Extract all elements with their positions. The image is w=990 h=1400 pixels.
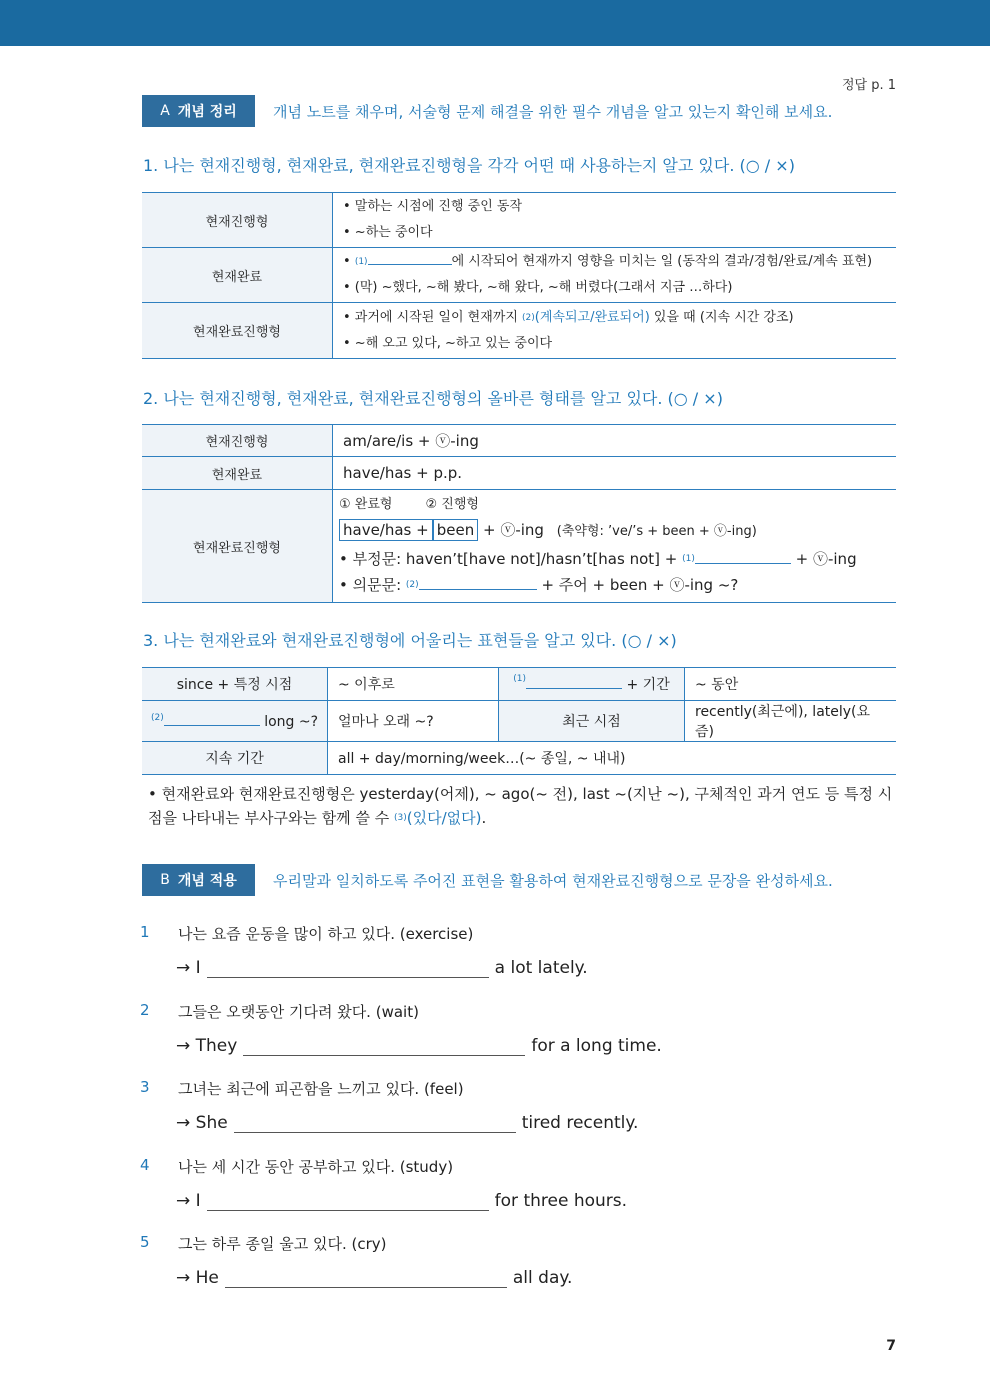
answer-line <box>176 955 588 978</box>
bullet: • <box>343 254 351 269</box>
answer-line <box>176 1188 627 1211</box>
answer-input[interactable] <box>207 1188 489 1211</box>
answer-subject: → I <box>176 958 201 978</box>
section-a-letter: A <box>160 103 170 119</box>
answer-line <box>176 1033 662 1056</box>
section-a-badge <box>142 95 255 127</box>
answer-subject: → I <box>176 1191 201 1211</box>
answer-subject: → They <box>176 1036 238 1056</box>
meaning-cell: ~ 이후로 <box>328 668 499 701</box>
answer-blank[interactable] <box>164 713 260 726</box>
section-b-title: 개념 적용 <box>177 873 237 889</box>
row-value <box>333 490 897 603</box>
item-prompt: 그들은 오랫동안 기다려 왔다. (wait) <box>178 1003 419 1021</box>
answer-tail: for a long time. <box>531 1036 662 1056</box>
form-box-been: been <box>433 519 479 541</box>
blank-number: (1) <box>513 674 527 684</box>
expr-cell: 지속 기간 <box>142 742 328 775</box>
row-label: 현재완료 <box>142 248 333 303</box>
item-number: 2 <box>140 1001 150 1019</box>
q3-title: 3. 나는 현재완료와 현재완료진행형에 어울리는 표현들을 알고 있다. (○ / ×) <box>143 631 677 650</box>
expr-tail: + 기간 <box>626 677 670 693</box>
row-value: am/are/is + ⓥ-ing <box>333 425 897 457</box>
meaning-cell: all + day/morning/week…(~ 종일, ~ 내내) <box>328 742 897 775</box>
top-banner <box>0 0 990 46</box>
expr-tail: long ~? <box>264 713 319 730</box>
answer-subject: → She <box>176 1113 228 1133</box>
section-a-description: 개념 노트를 채우며, 서술형 문제 해결을 위한 필수 개념을 알고 있는지 확인해 보세요. <box>273 102 833 121</box>
question-tail: + 주어 + been + ⓥ-ing ~? <box>541 576 739 594</box>
line-text: 있을 때 (지속 시간 강조) <box>649 309 794 325</box>
answer-tail: for three hours. <box>494 1191 628 1211</box>
answer-line <box>176 1265 572 1288</box>
item-number: 4 <box>140 1156 150 1174</box>
choice-text[interactable]: (있다/없다) <box>406 809 482 827</box>
row-value: have/has + p.p. <box>333 457 897 490</box>
blank-number: (2) <box>522 312 535 323</box>
line <box>343 249 886 275</box>
section-b-description: 우리말과 일치하도록 주어진 표현을 활용하여 현재완료진행형으로 문장을 완성하세요. <box>273 871 833 890</box>
answer-blank[interactable] <box>695 551 791 564</box>
section-b-badge <box>142 864 255 896</box>
item-prompt: 그녀는 최근에 피곤함을 느끼고 있다. (feel) <box>178 1080 464 1098</box>
section-a-title: 개념 정리 <box>177 104 237 120</box>
row-value <box>333 193 897 248</box>
section-b-letter: B <box>160 872 170 888</box>
row-label: 현재진행형 <box>142 193 333 248</box>
abbreviation: (축약형: ’ve/’s + been + ⓥ-ing) <box>556 524 757 539</box>
answer-input[interactable] <box>207 955 489 978</box>
line: • 말하는 시점에 진행 중인 동작 <box>343 199 523 214</box>
blank-number: (2) <box>150 712 164 723</box>
answer-input[interactable] <box>234 1110 516 1133</box>
table-row <box>142 425 896 457</box>
line: • ~해 오고 있다, ~하고 있는 중이다 <box>343 335 553 351</box>
table-row <box>142 457 896 490</box>
q2-table <box>142 424 896 603</box>
q3-table <box>142 667 896 775</box>
section-b-header <box>142 864 833 896</box>
item-prompt: 나는 세 시간 동안 공부하고 있다. (study) <box>178 1158 454 1176</box>
table-row <box>142 701 896 742</box>
blank-number: (1) <box>682 554 695 564</box>
answer-blank[interactable] <box>526 676 622 689</box>
row-value <box>333 248 897 303</box>
row-label: 현재진행형 <box>142 425 333 457</box>
blank-number: (1) <box>354 257 368 267</box>
negative-text: • 부정문: haven’t[have not]/hasn’t[has not] + <box>339 550 678 568</box>
item-prompt: 나는 요즘 운동을 많이 하고 있다. (exercise) <box>178 925 474 943</box>
answer-subject: → He <box>176 1268 219 1288</box>
row-label: 현재완료진행형 <box>142 490 333 603</box>
line: • (막) ~했다, ~해 봤다, ~해 왔다, ~해 버렸다(그래서 지금 …하다) <box>343 280 733 295</box>
expr-cell <box>142 701 328 742</box>
item-number: 3 <box>140 1078 150 1096</box>
usage-note <box>148 782 898 830</box>
section-a-header <box>142 95 832 127</box>
row-label: 현재완료진행형 <box>142 303 333 359</box>
note-end: . <box>481 809 487 827</box>
table-row <box>142 490 896 603</box>
answer-input[interactable] <box>243 1033 525 1056</box>
form-box-have: have/has + <box>339 519 433 541</box>
table-row <box>142 668 896 701</box>
answer-tail: tired recently. <box>521 1113 639 1133</box>
answer-blank[interactable] <box>419 577 537 590</box>
question-line <box>339 572 890 598</box>
answer-blank[interactable] <box>368 252 452 265</box>
form-after: + ⓥ-ing <box>483 521 544 539</box>
blank-number: (2) <box>405 580 419 590</box>
page-number: 7 <box>886 1338 896 1354</box>
answer-reference: 정답 p. 1 <box>841 78 896 93</box>
item-number: 5 <box>140 1233 150 1251</box>
row-label: 현재완료 <box>142 457 333 490</box>
table-row <box>142 742 896 775</box>
item-number: 1 <box>140 923 150 941</box>
q1-title: 1. 나는 현재진행형, 현재완료, 현재완료진행형을 각각 어떤 때 사용하는지 알고 있다. (○ / ×) <box>143 156 795 175</box>
q1-table <box>142 192 896 359</box>
form-line <box>339 516 890 546</box>
line <box>343 305 886 331</box>
meaning-cell: ~ 동안 <box>685 668 897 701</box>
answer-tail: all day. <box>512 1268 573 1288</box>
answer-input[interactable] <box>225 1265 507 1288</box>
meaning-cell: 얼마나 오래 ~? <box>328 701 499 742</box>
expr-cell: since + 특정 시점 <box>142 668 328 701</box>
table-row <box>142 193 896 248</box>
form-parts: ① 완료형 ② 진행형 <box>339 497 479 512</box>
blank-number: (3) <box>393 813 407 823</box>
expr-cell: 최근 시점 <box>499 701 685 742</box>
negative-line <box>339 546 890 572</box>
line-text: • 과거에 시작된 일이 현재까지 <box>343 309 518 325</box>
table-row <box>142 303 896 359</box>
meaning-cell: recently(최근에), lately(요즘) <box>685 701 897 742</box>
expr-cell <box>499 668 685 701</box>
question-text: • 의문문: <box>339 576 402 594</box>
negative-tail: + ⓥ-ing <box>795 550 857 568</box>
line-text: 에 시작되어 현재까지 영향을 미치는 일 (동작의 결과/경험/완료/계속 표현) <box>451 254 873 269</box>
answer-line <box>176 1110 638 1133</box>
note-text: • 현재완료와 현재완료진행형은 yesterday(어제), ~ ago(~ 전), last ~(지난 ~), 구체적인 과거 연도 등 특정 시점을 나타내는 부사구와는 함께 쓸 수 <box>148 785 893 827</box>
choice-text[interactable]: (계속되고/완료되어) <box>534 309 650 325</box>
answer-tail: a lot lately. <box>494 958 588 978</box>
line: • ~하는 중이다 <box>343 225 433 240</box>
row-value <box>333 303 897 359</box>
q2-title: 2. 나는 현재진행형, 현재완료, 현재완료진행형의 올바른 형태를 알고 있다. (○ / ×) <box>143 389 723 408</box>
item-prompt: 그는 하루 종일 울고 있다. (cry) <box>178 1235 387 1253</box>
table-row <box>142 248 896 303</box>
